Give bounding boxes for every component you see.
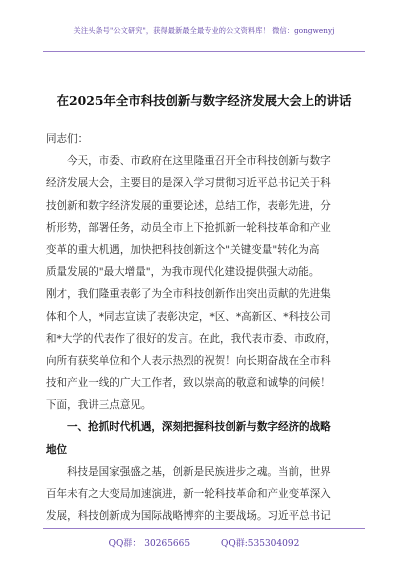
- document-body: [46, 128, 362, 527]
- body-line: 科技是国家强盛之基，创新是民族进步之魂。当前，世界: [67, 465, 331, 478]
- section-heading: 一、抢抓时代机遇，深刻把握科技创新与数字经济的战略: [67, 421, 331, 434]
- footer-qq-group-1: QQ群： 30265665: [108, 539, 191, 549]
- footer-divider: [43, 528, 365, 529]
- body-line: 刚才，我们隆重表彰了为全市科技创新作出突出贡献的先进集: [46, 288, 331, 301]
- footer-qq-group-2: QQ群:535304092: [220, 539, 300, 549]
- body-line: 下面，我讲三点意见。: [46, 399, 152, 412]
- body-line: 经济发展大会，主要目的是深入学习贯彻习近平总书记关于科: [46, 177, 331, 190]
- document-title: 在2025年全市科技创新与数字经济发展大会上的讲话: [56, 93, 352, 108]
- body-line: 析形势，部署任务，动员全市上下抢抓新一轮科技革命和产业: [46, 221, 331, 234]
- body-line: 百年未有之大变局加速演进，新一轮科技革命和产业变革深入: [46, 488, 331, 500]
- footer: [0, 536, 408, 549]
- body-line: 今天，市委、市政府在这里隆重召开全市科技创新与数字: [67, 155, 331, 168]
- body-line: 向所有获奖单位和个人表示热烈的祝贺！向长期奋战在全市科: [46, 354, 331, 367]
- body-line: 质量发展的"最大增量"，为我市现代化建设提供强大动能。: [46, 266, 320, 279]
- body-line: 技和产业一线的广大工作者，致以崇高的敬意和诚挚的问候！: [46, 377, 331, 390]
- body-line: 发展，科技创新成为国际战略博弈的主要战场。习近平总书记: [46, 510, 331, 523]
- body-line: 和*大学的代表作了很好的发言。在此，我代表市委、市政府，: [46, 332, 337, 345]
- body-line: 体和个人，*同志宣读了表彰决定，*区、*高新区、*科技公司: [46, 310, 331, 323]
- body-line: 技创新和数字经济发展的重要论述，总结工作，表彰先进，分: [46, 199, 331, 212]
- section-heading-continued: 地位: [46, 443, 68, 456]
- salutation: 同志们：: [46, 133, 89, 145]
- body-line: 变革的重大机遇，加快把科技创新这个"关键变量"转化为高: [46, 243, 320, 256]
- header-divider: [43, 51, 365, 52]
- header-notice: 关注头条号"公文研究"，获得最新最全最专业的公文资料库！ 微信：gongwenyj: [73, 26, 335, 35]
